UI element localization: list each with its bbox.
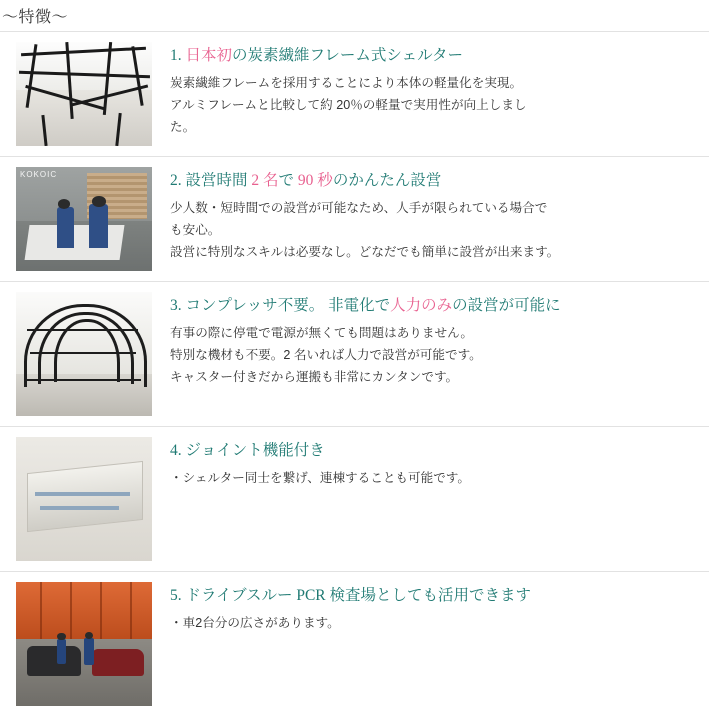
feature-number: 4.	[170, 442, 182, 459]
feature-title: 1. 日本初の炭素繊維フレーム式シェルター	[170, 47, 463, 64]
feature-number: 1.	[170, 47, 182, 64]
feature-title: 2. 設営時間 2 名で 90 秒のかんたん設営	[170, 172, 442, 189]
feature-number: 2.	[170, 172, 182, 189]
feature-text: 有事の際に停電で電源が無くても問題はありません。 特別な機材も不要。2 名いれば人力で設営が可能です。 キャスター付きだから運搬も非常にカンタンです。	[170, 326, 482, 384]
orange-drive-through-tent-photo	[16, 582, 152, 706]
feature-title: 5. ドライブスルー PCR 検査場としても活用できます	[170, 587, 531, 604]
feature-title: 4. ジョイント機能付き	[170, 442, 325, 459]
feature-title: 3. コンプレッサ不要。 非電化で人力のみの設営が可能に	[170, 297, 561, 314]
two-workers-setup-photo	[16, 167, 152, 271]
image-logo-text: KOKOIC	[20, 170, 58, 179]
feature-number: 5.	[170, 587, 182, 604]
carbon-frame-ceiling-photo	[16, 42, 152, 146]
feature-body	[170, 167, 701, 263]
white-shelter-frame-photo	[16, 292, 152, 416]
feature-row	[0, 427, 709, 571]
feature-text: ・シェルター同士を繋げ、連棟することも可能です。	[170, 471, 470, 486]
page-title: 〜特徴〜	[2, 9, 69, 26]
feature-text: ・車2台分の広さがあります。	[170, 616, 340, 631]
feature-row	[0, 282, 709, 426]
feature-body	[170, 42, 701, 138]
feature-row	[0, 572, 709, 716]
feature-body	[170, 292, 701, 388]
feature-body	[170, 437, 701, 490]
folded-shelter-photo	[16, 437, 152, 561]
feature-body	[170, 582, 701, 635]
feature-text: 少人数・短時間での設営が可能なため、人手が限られている場合で も安心。 設営に特別なスキルは必要なし。どなだでも簡単に設営が出来ます。	[170, 201, 560, 259]
feature-row	[0, 157, 709, 281]
feature-row	[0, 32, 709, 156]
feature-number: 3.	[170, 297, 182, 314]
feature-text: 炭素繊維フレームを採用することにより本体の軽量化を実現。 アルミフレームと比較して約 20％の軽量で実用性が向上しまし た。	[170, 76, 527, 134]
